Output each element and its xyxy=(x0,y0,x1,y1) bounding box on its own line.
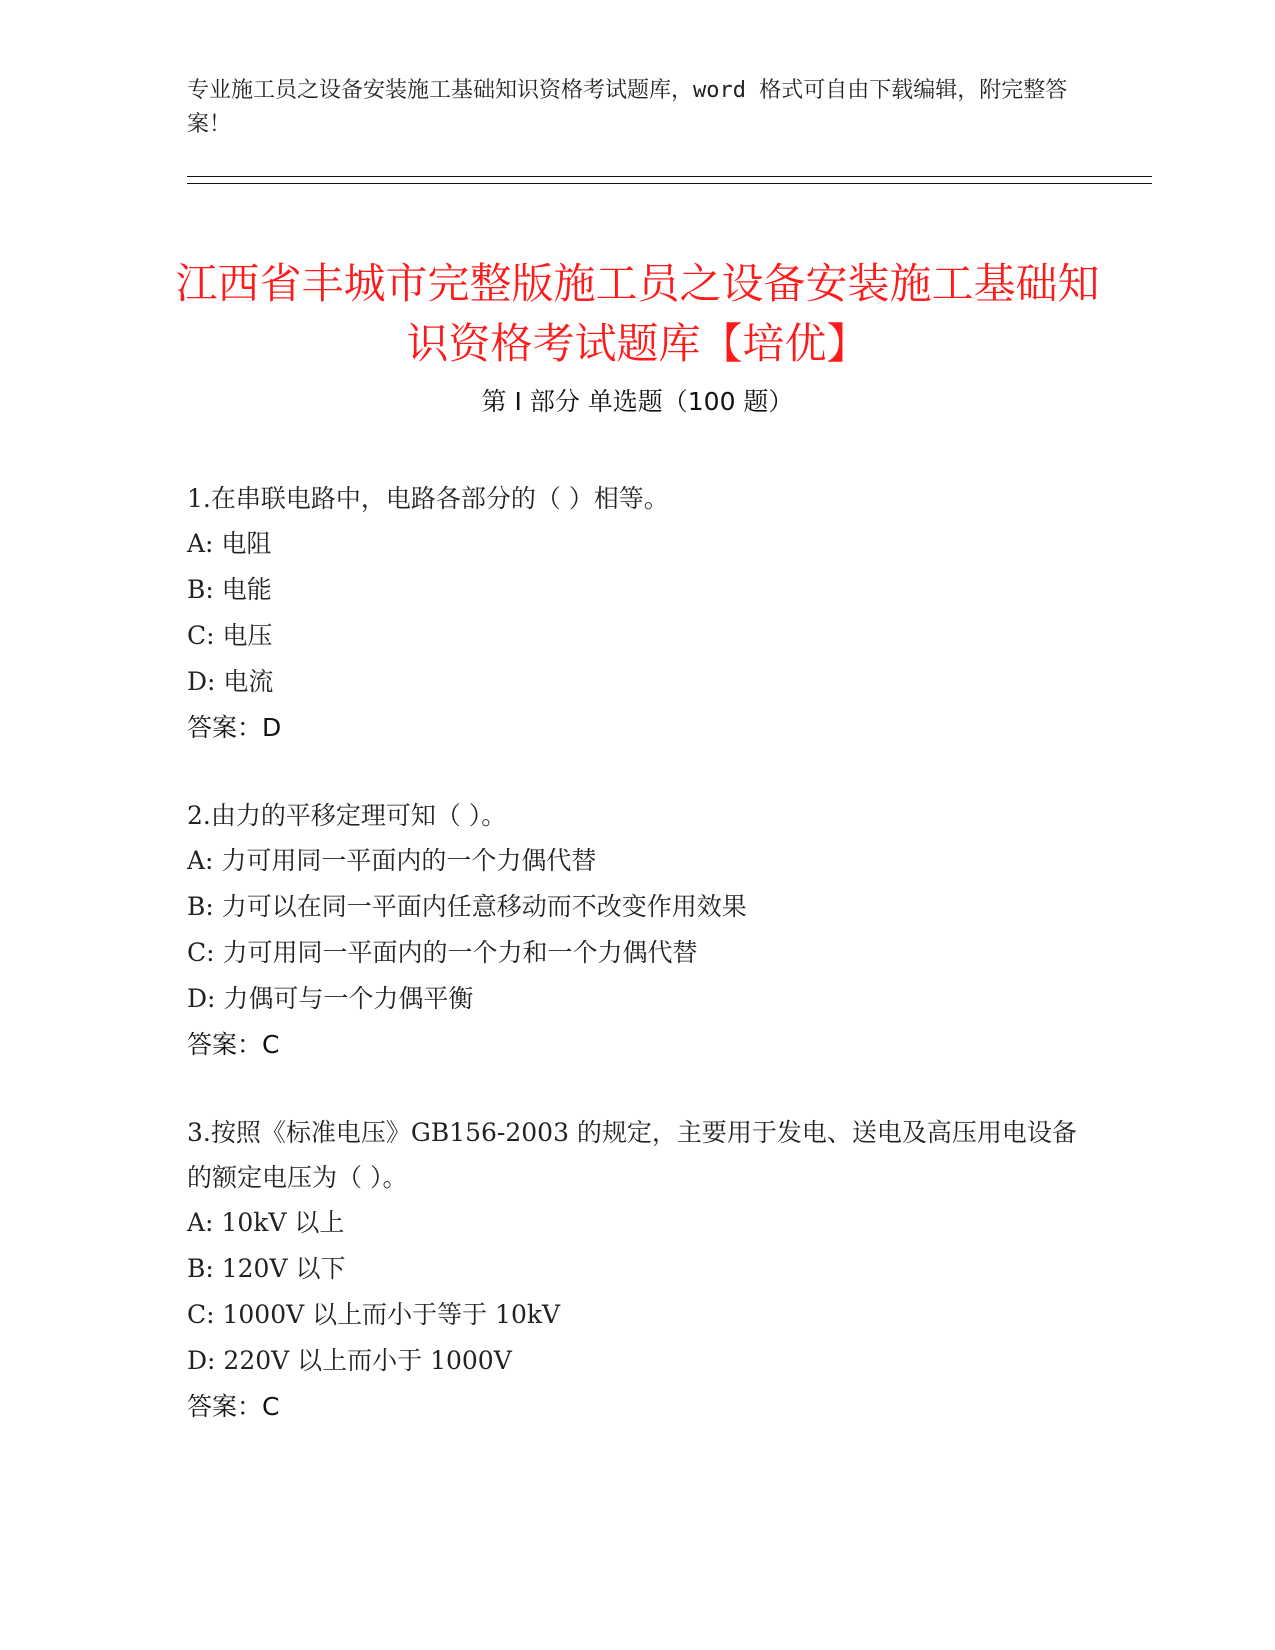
option-d: D: 力偶可与一个力偶平衡 xyxy=(187,984,474,1013)
option-a: A: 电阻 xyxy=(187,529,272,558)
option-c: C: 电压 xyxy=(187,621,273,650)
question-stem: 2.由力的平移定理可知（ ）。 xyxy=(187,801,507,830)
question-list xyxy=(187,476,1087,1472)
option-b: B: 120V 以下 xyxy=(187,1254,346,1283)
question-stem: 1.在串联电路中，电路各部分的（ ）相等。 xyxy=(187,484,669,513)
answer: 答案：C xyxy=(187,1392,280,1421)
question-stem: 3.按照《标准电压》GB156-2003 的规定，主要用于发电、送电及高压用电设备的额定电压为（ ）。 xyxy=(187,1118,1077,1192)
option-a: A: 10kV 以上 xyxy=(187,1208,345,1237)
answer: 答案：D xyxy=(187,713,282,742)
option-c: C: 力可用同一平面内的一个力和一个力偶代替 xyxy=(187,938,698,967)
option-d: D: 电流 xyxy=(187,667,274,696)
option-d: D: 220V 以上而小于 1000V xyxy=(187,1346,512,1375)
answer: 答案：C xyxy=(187,1030,280,1059)
section-heading: 第 I 部分 单选题（100 题） xyxy=(481,387,794,416)
question-1 xyxy=(187,476,1087,751)
header-divider-top xyxy=(187,176,1152,177)
document-title: 江西省丰城市完整版施工员之设备安装施工基础知识资格考试题库【培优】 xyxy=(175,259,1100,369)
option-b: B: 力可以在同一平面内任意移动而不改变作用效果 xyxy=(187,892,747,921)
header-note: 专业施工员之设备安装施工基础知识资格考试题库，word 格式可自由下载编辑，附完整答案！ xyxy=(187,78,1068,137)
option-c: C: 1000V 以上而小于等于 10kV xyxy=(187,1300,561,1329)
header-divider-bottom xyxy=(187,183,1152,184)
option-a: A: 力可用同一平面内的一个力偶代替 xyxy=(187,846,597,875)
option-b: B: 电能 xyxy=(187,575,272,604)
question-3 xyxy=(187,1110,1087,1430)
question-2 xyxy=(187,793,1087,1068)
